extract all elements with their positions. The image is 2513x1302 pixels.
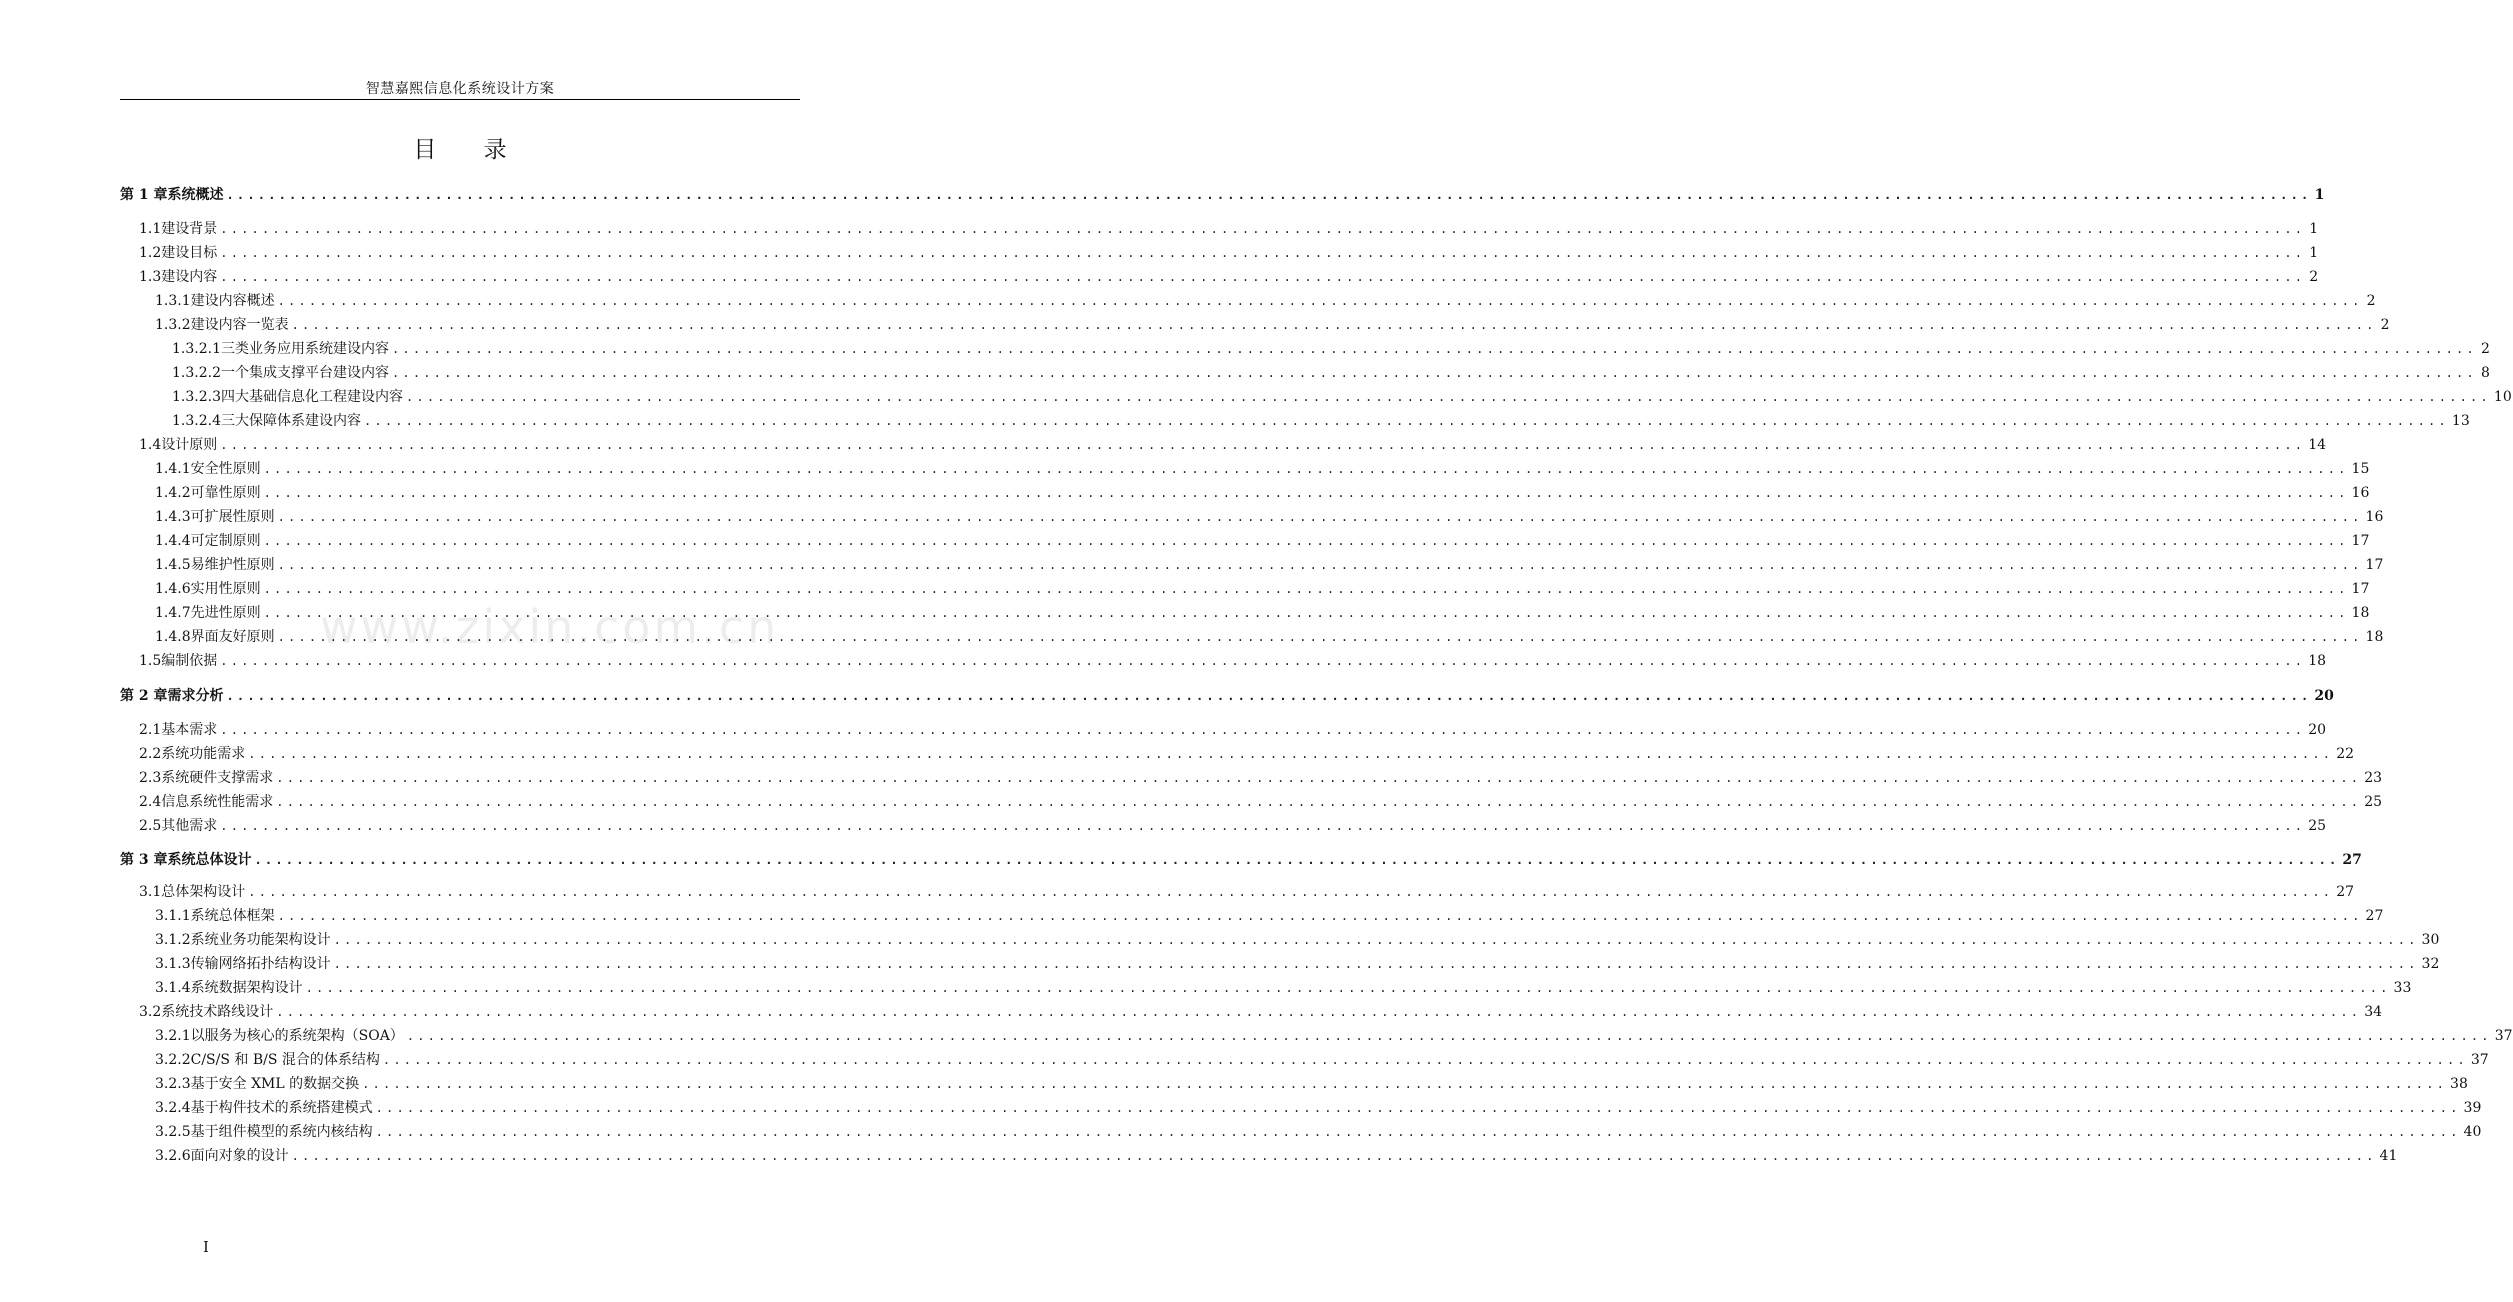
toc-entry[interactable]: [120, 264, 2319, 286]
toc-entry[interactable]: [120, 432, 2327, 454]
toc-entry-number: 1.1: [139, 221, 162, 237]
toc-entry-number: 2.1: [139, 722, 162, 738]
toc-entry-title: 三大保障体系建设内容: [220, 413, 361, 429]
toc-entry-page: 1: [2309, 245, 2319, 261]
toc-dot-leader: ........................................................................................................................................................................................................: [375, 1101, 2461, 1115]
toc-dot-leader: ........................................................................................................................................................................................................: [391, 366, 2477, 380]
toc-dot-leader: ........................................................................................................................................................................................................: [263, 606, 2349, 620]
toc-entry-title: 以服务为核心的系统架构（SOA）: [190, 1028, 404, 1044]
toc-entry-title: 系统功能需求: [161, 746, 246, 762]
toc-entry-number: 1.4.6: [155, 581, 191, 597]
toc-entry-title: 基于组件模型的系统内核结构: [190, 1124, 373, 1140]
toc-entry-number: 2.5: [139, 818, 162, 834]
toc-entry-page: 2: [2380, 317, 2390, 333]
toc-entry[interactable]: [120, 1143, 2398, 1165]
toc-entry[interactable]: [120, 576, 2370, 598]
toc-dot-leader: ........................................................................................................................................................................................................: [226, 689, 2312, 703]
toc-entry-number: 3.2.5: [155, 1124, 191, 1140]
toc-dot-leader: ........................................................................................................................................................................................................: [248, 885, 2334, 899]
toc-entry[interactable]: [120, 1047, 2489, 1069]
toc-entry-page: 37: [2470, 1052, 2489, 1068]
toc-entry-title: 界面友好原则: [190, 629, 275, 645]
toc-entry-page: 18: [2351, 605, 2370, 621]
toc-entry[interactable]: [120, 600, 2370, 622]
toc-entry-title: 系统总体设计: [167, 852, 252, 868]
toc-entry[interactable]: [120, 999, 2383, 1021]
toc-entry[interactable]: [120, 456, 2370, 478]
toc-entry-number: 3.1.2: [155, 932, 191, 948]
toc-entry-page: 8: [2480, 365, 2490, 381]
toc-entry-number: 3.2.1: [155, 1028, 191, 1044]
toc-entry-title: 其他需求: [161, 818, 218, 834]
toc-dot-leader: ........................................................................................................................................................................................................: [226, 188, 2312, 202]
toc-dot-leader: ........................................................................................................................................................................................................: [277, 510, 2363, 524]
toc-entry-title: 先进性原则: [190, 605, 261, 621]
toc-entry-title: 设计原则: [161, 437, 218, 453]
toc-entry[interactable]: [120, 879, 2355, 901]
toc-entry-page: 22: [2336, 746, 2355, 762]
toc-entry-page: 40: [2463, 1124, 2482, 1140]
toc-dot-leader: ........................................................................................................................................................................................................: [375, 1125, 2461, 1139]
toc-entry[interactable]: [120, 741, 2355, 763]
toc-dot-leader: ........................................................................................................................................................................................................: [406, 1029, 2492, 1043]
toc-entry-number: 第 2 章: [120, 688, 168, 704]
toc-entry-title: 可定制原则: [190, 533, 261, 549]
toc-entry-page: 30: [2421, 932, 2440, 948]
toc-dot-leader: ........................................................................................................................................................................................................: [291, 318, 2377, 332]
toc-dot-leader: ........................................................................................................................................................................................................: [382, 1053, 2468, 1067]
toc-entry-page: 14: [2308, 437, 2327, 453]
toc-entry[interactable]: [120, 504, 2384, 526]
toc-entry-page: 23: [2364, 770, 2383, 786]
toc-entry-title: 易维护性原则: [190, 557, 275, 573]
toc-entry[interactable]: [120, 312, 2390, 334]
toc-dot-leader: ........................................................................................................................................................................................................: [277, 630, 2363, 644]
toc-entry-number: 3.2: [139, 1004, 162, 1020]
toc-entry-page: 20: [2314, 688, 2334, 704]
toc-entry-number: 1.2: [139, 245, 162, 261]
toc-entry-page: 2: [2309, 269, 2319, 285]
toc-entry-page: 1: [2309, 221, 2319, 237]
toc-entry-title: 建设内容概述: [190, 293, 275, 309]
toc-entry-title: 三类业务应用系统建设内容: [220, 341, 389, 357]
toc-dot-leader: ........................................................................................................................................................................................................: [248, 747, 2334, 761]
toc-entry-title: 系统总体框架: [190, 908, 275, 924]
toc-entry[interactable]: [120, 813, 2327, 835]
toc-entry-title: C/S/S 和 B/S 混合的体系结构: [190, 1052, 380, 1068]
toc-entry-number: 1.5: [139, 653, 162, 669]
toc-dot-leader: ........................................................................................................................................................................................................: [277, 909, 2363, 923]
toc-dot-leader: ........................................................................................................................................................................................................: [305, 981, 2391, 995]
toc-dot-leader: ........................................................................................................................................................................................................: [220, 270, 2306, 284]
toc-entry-number: 1.4: [139, 437, 162, 453]
toc-entry-number: 3.2.3: [155, 1076, 191, 1092]
toc-dot-leader: ........................................................................................................................................................................................................: [363, 414, 2449, 428]
toc-entry[interactable]: [120, 360, 2490, 382]
toc-entry-page: 18: [2365, 629, 2384, 645]
toc-entry-page: 17: [2365, 557, 2384, 573]
running-header: 智慧嘉熙信息化系统设计方案: [365, 81, 555, 97]
toc-entry-title: 编制依据: [161, 653, 218, 669]
header-rule: [120, 99, 800, 100]
toc-entry-title: 需求分析: [167, 688, 224, 704]
toc-entry[interactable]: [120, 717, 2327, 739]
toc-entry[interactable]: [120, 528, 2370, 550]
toc-entry[interactable]: [120, 336, 2490, 358]
toc-entry-page: 17: [2351, 533, 2370, 549]
toc-entry[interactable]: [120, 789, 2383, 811]
toc-entry-number: 3.2.2: [155, 1052, 191, 1068]
toc-entry-title: 系统数据架构设计: [190, 980, 303, 996]
toc-title: 目 录: [413, 137, 527, 163]
toc-dot-leader: ........................................................................................................................................................................................................: [333, 957, 2419, 971]
toc-entry-number: 1.4.4: [155, 533, 191, 549]
toc-entry-number: 1.3.2.4: [172, 413, 221, 429]
toc-entry-page: 16: [2365, 509, 2384, 525]
toc-dot-leader: ........................................................................................................................................................................................................: [277, 294, 2363, 308]
toc-entry-page: 2: [2480, 341, 2490, 357]
toc-entry-title: 传输网络拓扑结构设计: [190, 956, 331, 972]
toc-entry-title: 实用性原则: [190, 581, 261, 597]
toc-entry-title: 总体架构设计: [161, 884, 246, 900]
toc-dot-leader: ........................................................................................................................................................................................................: [263, 582, 2349, 596]
toc-entry[interactable]: [120, 1071, 2468, 1093]
page-number: I: [203, 1238, 209, 1256]
toc-entry-page: 2: [2366, 293, 2376, 309]
toc-entry[interactable]: [120, 975, 2412, 997]
toc-entry-page: 15: [2351, 461, 2370, 477]
toc-entry-number: 1.4.3: [155, 509, 191, 525]
toc-entry-title: 基本需求: [161, 722, 218, 738]
toc-entry-title: 建设内容一览表: [190, 317, 289, 333]
toc-entry-number: 3.1: [139, 884, 162, 900]
toc-entry[interactable]: [120, 1119, 2482, 1141]
toc-entry[interactable]: [120, 288, 2376, 310]
toc-entry-page: 33: [2393, 980, 2412, 996]
toc-entry-number: 1.4.2: [155, 485, 191, 501]
toc-dot-leader: ........................................................................................................................................................................................................: [263, 486, 2349, 500]
toc-entry[interactable]: [120, 182, 2325, 204]
toc-dot-leader: ........................................................................................................................................................................................................: [291, 1149, 2377, 1163]
toc-entry-page: 16: [2351, 485, 2370, 501]
toc-entry[interactable]: [120, 216, 2319, 238]
toc-entry-page: 27: [2342, 852, 2362, 868]
toc-entry-number: 3.1.4: [155, 980, 191, 996]
toc-entry-page: 10: [2493, 389, 2512, 405]
toc-entry-page: 27: [2336, 884, 2355, 900]
toc-entry-number: 3.2.6: [155, 1148, 191, 1164]
toc-entry[interactable]: [120, 624, 2384, 646]
toc-entry-page: 17: [2351, 581, 2370, 597]
toc-entry-number: 1.3.1: [155, 293, 191, 309]
toc-entry-number: 2.2: [139, 746, 162, 762]
toc-entry[interactable]: [120, 648, 2327, 670]
toc-entry-title: 基于构件技术的系统搭建模式: [190, 1100, 373, 1116]
toc-entry-number: 3.2.4: [155, 1100, 191, 1116]
toc-entry-page: 25: [2364, 794, 2383, 810]
toc-entry-page: 27: [2365, 908, 2384, 924]
toc-entry-title: 可扩展性原则: [190, 509, 275, 525]
watermark: www.zixin.com.cn: [320, 600, 780, 654]
toc-entry-number: 第 1 章: [120, 187, 168, 203]
toc-entry[interactable]: [120, 847, 2362, 869]
toc-entry-number: 1.4.7: [155, 605, 191, 621]
toc-entry-title: 基于安全 XML 的数据交换: [190, 1076, 360, 1092]
toc-entry-page: 1: [2314, 187, 2325, 203]
toc-entry[interactable]: [120, 951, 2440, 973]
toc-entry[interactable]: [120, 903, 2384, 925]
toc-entry-page: 32: [2421, 956, 2440, 972]
toc-entry[interactable]: [120, 1095, 2482, 1117]
toc-dot-leader: ........................................................................................................................................................................................................: [263, 534, 2349, 548]
toc-entry-number: 1.3: [139, 269, 162, 285]
toc-entry-number: 1.3.2.1: [172, 341, 221, 357]
toc-entry-page: 13: [2451, 413, 2470, 429]
toc-dot-leader: ........................................................................................................................................................................................................: [220, 438, 2306, 452]
toc-entry-number: 3.1.3: [155, 956, 191, 972]
toc-dot-leader: ........................................................................................................................................................................................................: [405, 390, 2491, 404]
toc-entry-page: 34: [2364, 1004, 2383, 1020]
toc-entry-number: 1.3.2.3: [172, 389, 221, 405]
toc-entry[interactable]: [120, 765, 2383, 787]
toc-dot-leader: ........................................................................................................................................................................................................: [254, 853, 2340, 867]
toc-entry-title: 系统业务功能架构设计: [190, 932, 331, 948]
toc-dot-leader: ........................................................................................................................................................................................................: [220, 654, 2306, 668]
toc-entry[interactable]: [120, 384, 2512, 406]
toc-dot-leader: ........................................................................................................................................................................................................: [220, 246, 2306, 260]
toc-entry-title: 建设目标: [161, 245, 218, 261]
toc-entry-title: 系统概述: [167, 187, 224, 203]
toc-entry-number: 1.3.2.2: [172, 365, 221, 381]
toc-entry-number: 1.3.2: [155, 317, 191, 333]
toc-entry-number: 2.4: [139, 794, 162, 810]
toc-entry[interactable]: [120, 683, 2334, 705]
toc-dot-leader: ........................................................................................................................................................................................................: [277, 558, 2363, 572]
toc-dot-leader: ........................................................................................................................................................................................................: [333, 933, 2419, 947]
toc-entry-title: 系统技术路线设计: [161, 1004, 274, 1020]
toc-entry[interactable]: [120, 408, 2470, 430]
toc-entry-number: 3.1.1: [155, 908, 191, 924]
toc-dot-leader: ........................................................................................................................................................................................................: [220, 723, 2306, 737]
toc-entry-number: 1.4.1: [155, 461, 191, 477]
toc-entry[interactable]: [120, 927, 2440, 949]
toc-entry[interactable]: [120, 240, 2319, 262]
toc-dot-leader: ........................................................................................................................................................................................................: [276, 771, 2362, 785]
toc-entry-page: 39: [2463, 1100, 2482, 1116]
toc-entry-title: 系统硬件支撑需求: [161, 770, 274, 786]
toc-entry-title: 安全性原则: [190, 461, 261, 477]
toc-dot-leader: ........................................................................................................................................................................................................: [362, 1077, 2448, 1091]
toc-entry-page: 20: [2308, 722, 2327, 738]
toc-dot-leader: ........................................................................................................................................................................................................: [276, 1005, 2362, 1019]
toc-entry-title: 建设内容: [161, 269, 218, 285]
toc-dot-leader: ........................................................................................................................................................................................................: [263, 462, 2349, 476]
toc-entry-page: 38: [2450, 1076, 2468, 1092]
toc-entry-page: 18: [2308, 653, 2327, 669]
toc-dot-leader: ........................................................................................................................................................................................................: [220, 222, 2306, 236]
toc-dot-leader: ........................................................................................................................................................................................................: [220, 819, 2306, 833]
toc-entry[interactable]: [120, 1023, 2513, 1045]
toc-entry-page: 25: [2308, 818, 2327, 834]
toc-entry-title: 面向对象的设计: [190, 1148, 289, 1164]
toc-dot-leader: ........................................................................................................................................................................................................: [391, 342, 2477, 356]
toc-entry[interactable]: [120, 480, 2370, 502]
toc-entry-page: 37: [2494, 1028, 2513, 1044]
toc-entry-number: 1.4.8: [155, 629, 191, 645]
toc-entry-title: 一个集成支撑平台建设内容: [220, 365, 389, 381]
toc-dot-leader: ........................................................................................................................................................................................................: [276, 795, 2362, 809]
toc-entry-page: 41: [2379, 1148, 2398, 1164]
toc-entry[interactable]: [120, 552, 2384, 574]
toc-entry-number: 2.3: [139, 770, 162, 786]
toc-entry-title: 建设背景: [161, 221, 218, 237]
toc-entry-number: 第 3 章: [120, 852, 168, 868]
toc-entry-title: 四大基础信息化工程建设内容: [220, 389, 403, 405]
toc-entry-title: 信息系统性能需求: [161, 794, 274, 810]
toc-entry-number: 1.4.5: [155, 557, 191, 573]
toc-entry-title: 可靠性原则: [190, 485, 261, 501]
